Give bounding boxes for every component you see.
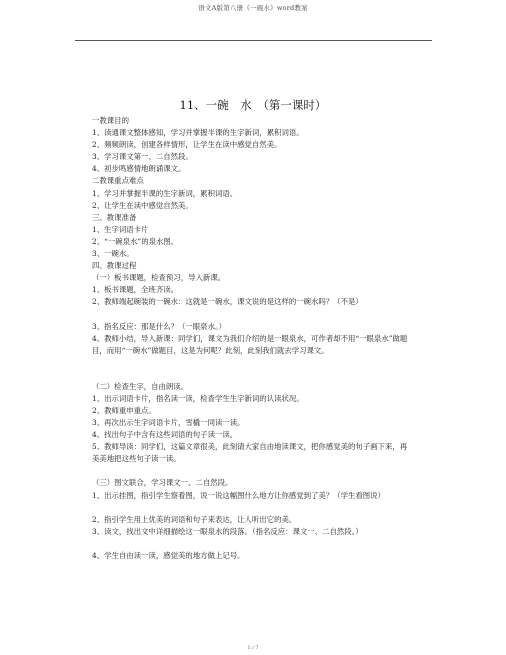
text-line: 三、教课准备 bbox=[92, 212, 137, 222]
text-line: 4、初步鸣感情地朗诵课文。 bbox=[92, 164, 186, 174]
paragraph: 2、教师端起碗装的一碗水：这就是一碗水，课文说的是这样的一碗水吗？（不是） bbox=[92, 297, 363, 307]
text-line: （三）图文联合，学习课文一、二自然段。 bbox=[92, 478, 233, 488]
page-number: 1 / 7 bbox=[247, 645, 259, 651]
text-line: 4、学生自由读一读，感觉美的地方做上记号。 bbox=[92, 550, 245, 560]
header-rule bbox=[75, 40, 432, 41]
text-line: 3、再次出示生字词语卡片，雪橇一同读一读。 bbox=[92, 418, 245, 428]
text-line: 2、频频朗读，创建各样情形，让学生在读中感觉自然美。 bbox=[92, 140, 282, 150]
text-line: 2、教师重申重点。 bbox=[92, 405, 156, 415]
text-line: （一）板书课题，检查预习，导入新课。 bbox=[92, 273, 226, 283]
document-header: 语文A版第八册《一碗水》word教案 bbox=[198, 4, 308, 12]
text-line: 四、教课过程 bbox=[92, 261, 137, 271]
text-line: 1、读通课文整体感知，学习并掌握半课的生字新词，累积词语。 bbox=[92, 128, 304, 138]
paragraph: 1、出示挂图，指引学生察看图，说一说这幅图什么地方让你感觉到了美？（学生看图说） bbox=[92, 490, 385, 500]
text-line: 2、“一碗泉水”的泉水图。 bbox=[92, 236, 179, 246]
text-line: 2、让学生在读中感觉自然美。 bbox=[92, 200, 193, 210]
text-line: 1、出示词语卡片，指名读一读，检查学生生字新词的认读状况。 bbox=[92, 393, 304, 403]
text-line: 3、指名反应：那是什么？（一眼泉水。） bbox=[92, 321, 227, 331]
paragraph: 4、教师小结，导入新课：同学们，课文为我们介绍的是一眼泉水，可作者却不用“一眼泉水”做题目，而用“一碗水”做题目，这是为何呢？此刻，此刻我们就去学习课文。 bbox=[92, 333, 408, 355]
text-line: 1、板书课题，全班齐读。 bbox=[92, 285, 179, 295]
paragraph: 3、读文，找出文中详细描绘这一眼泉水的段落。（指名反应：课文一、二自然段。） bbox=[92, 526, 363, 536]
text-line: 3、一碗水。 bbox=[92, 249, 134, 259]
text-line: （二）检查生字，自由朗读。 bbox=[92, 381, 189, 391]
text-line: 一教课目的 bbox=[92, 116, 129, 125]
lesson-title: 11、一碗 水 （第一课时） bbox=[179, 98, 327, 112]
lesson-body bbox=[92, 115, 412, 562]
paragraph: 5、教师导读：同学们，这篇文章很美，此刻请大家自由地读课文，把你感觉美的句子画下来，再美美地把这些句子读一读。 bbox=[92, 442, 408, 464]
text-line: 1、生字词语卡片 bbox=[92, 224, 149, 234]
text-line: 二教课重点难点 bbox=[92, 176, 144, 186]
text-line: 4、找出句子中含有这些词语的句子读一读。 bbox=[92, 430, 238, 440]
text-line: 3、学习课文第一、二自然段。 bbox=[92, 152, 193, 162]
text-line: 1、学习并掌握半课的生字新词，累积词语。 bbox=[92, 188, 238, 198]
text-line: 2、指引学生用上优美的词语和句子来表达，让人听出它的美。 bbox=[92, 514, 297, 524]
